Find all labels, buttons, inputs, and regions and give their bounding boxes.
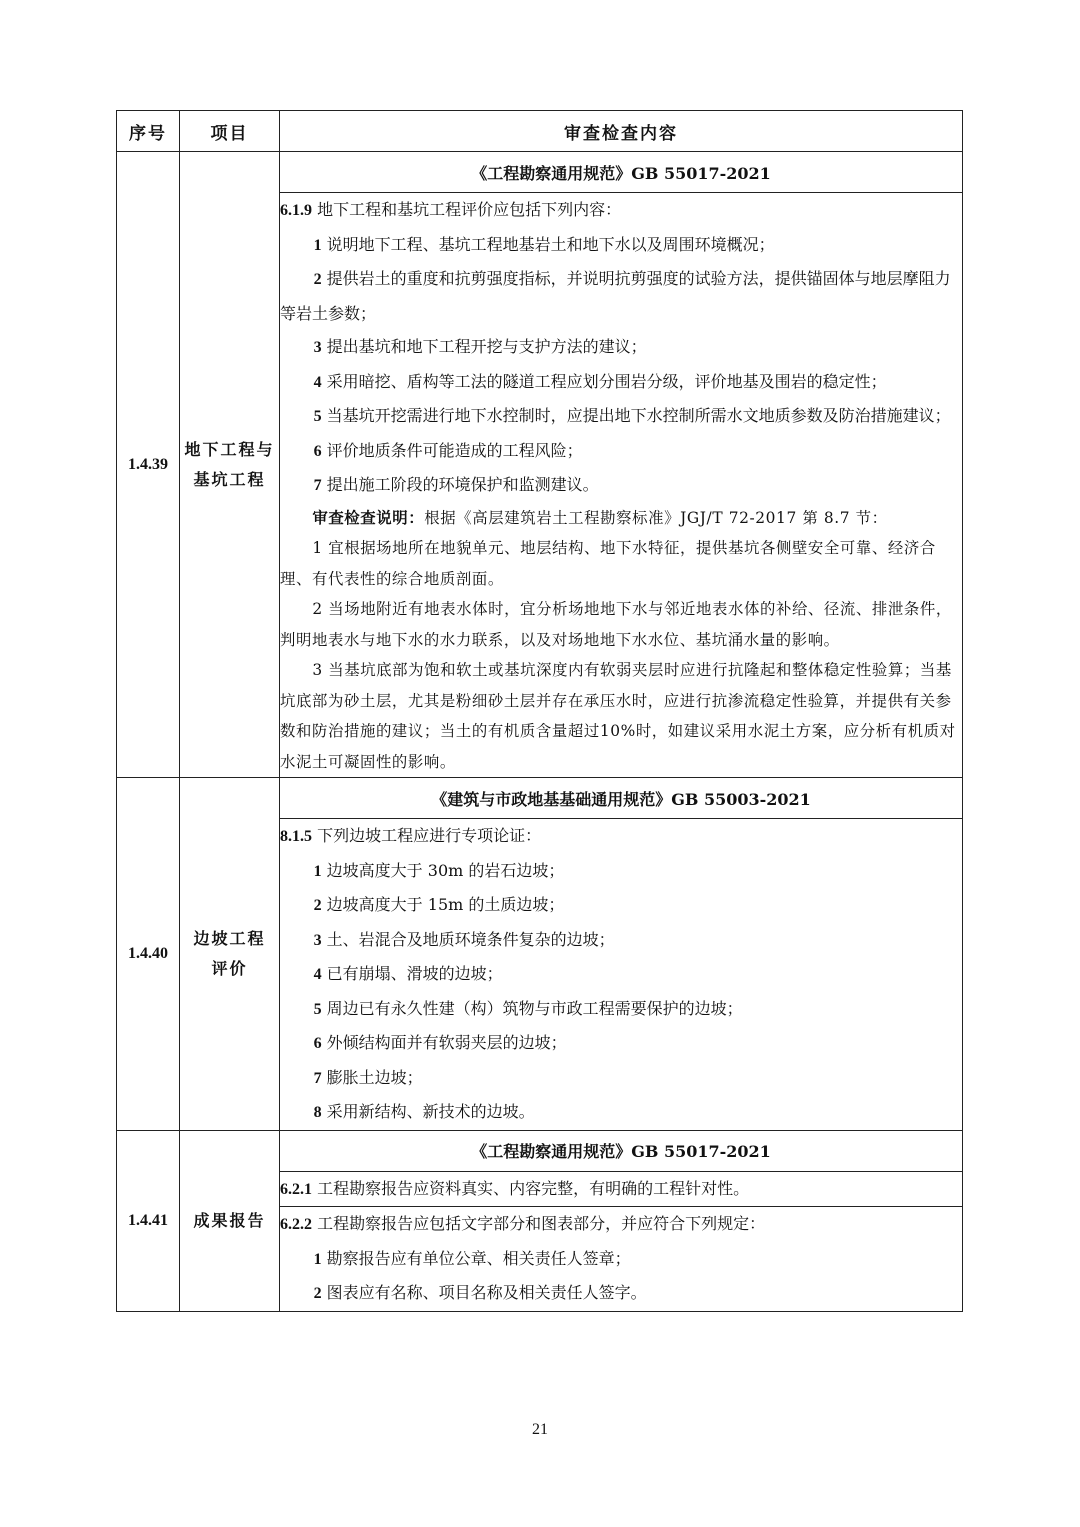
item-number: 1 xyxy=(313,862,322,880)
list-item xyxy=(280,1095,962,1130)
clause xyxy=(280,193,962,228)
review-content xyxy=(280,1171,963,1207)
table-row xyxy=(117,152,963,193)
row-number: 1.4.41 xyxy=(117,1130,180,1311)
list-item xyxy=(280,262,962,330)
page-number: 21 xyxy=(532,1421,548,1438)
row-item-line: 边坡工程 xyxy=(193,928,266,948)
list-item xyxy=(280,992,962,1027)
table-header-row xyxy=(117,111,963,152)
item-number: 7 xyxy=(313,1069,322,1087)
item-number: 3 xyxy=(313,339,322,356)
table-row xyxy=(117,778,963,819)
list-item xyxy=(280,957,962,992)
item-text: 评价地质条件可能造成的工程风险； xyxy=(321,440,583,460)
item-text: 提供岩土的重度和抗剪强度指标，并说明抗剪强度的试验方法，提供锚固体与地层摩阻力等岩土参数； xyxy=(280,269,951,323)
item-number: 5 xyxy=(313,1000,322,1018)
item-text: 边坡高度大于 15m 的土质边坡； xyxy=(321,895,565,914)
clause-number: 8.1.5 xyxy=(280,828,312,845)
review-content xyxy=(280,193,963,778)
row-item-line: 基坑工程 xyxy=(193,469,266,489)
row-item-line: 地下工程与 xyxy=(184,439,275,459)
list-item xyxy=(280,399,962,434)
item-text: 周边已有永久性建（构）筑物与市政工程需要保护的边坡； xyxy=(321,998,743,1018)
list-item xyxy=(280,228,962,263)
row-number: 1.4.40 xyxy=(117,778,180,1131)
note-text: 根据《高层建筑岩土工程勘察标准》JGJ/T 72-2017 第 8.7 节： xyxy=(424,508,888,527)
item-number: 4 xyxy=(313,373,322,391)
list-item xyxy=(280,330,962,365)
item-text: 采用暗挖、盾构等工法的隧道工程应划分围岩分级，评价地基及围岩的稳定性； xyxy=(321,371,887,391)
item-text: 说明地下工程、基坑工程地基岩土和地下水以及周围环境概况； xyxy=(321,234,775,254)
clause-text: 工程勘察报告应资料真实、内容完整，有明确的工程针对性。 xyxy=(312,1178,750,1198)
list-item xyxy=(280,365,962,400)
row-item xyxy=(180,778,280,1131)
review-table xyxy=(116,110,963,1312)
item-text: 已有崩塌、滑坡的边坡； xyxy=(321,964,503,983)
review-content xyxy=(280,819,963,1131)
item-number: 1 xyxy=(313,236,322,254)
clause-number: 6.1.9 xyxy=(280,202,312,219)
review-note xyxy=(280,503,962,534)
list-item xyxy=(280,854,962,889)
item-text: 采用新结构、新技术的边坡。 xyxy=(321,1102,535,1121)
list-item xyxy=(280,1026,962,1061)
list-item xyxy=(280,434,962,469)
review-content xyxy=(280,1207,963,1312)
clause-text: 下列边坡工程应进行专项论证： xyxy=(312,826,542,845)
row-item-line: 成果报告 xyxy=(193,1210,266,1230)
note-item: 3 当基坑底部为饱和软土或基坑深度内有软弱夹层时应进行抗隆起和整体稳定性验算；当基坑底部为砂土层，尤其是粉细砂土层并存在承压水时，应进行抗渗流稳定性验算，并提供有关参数和防治措施的建议；当土的有机质含量超过10%时，如建议采用水泥土方案，应分析有机质对水泥土可凝固性的影响。 xyxy=(280,661,956,771)
clause xyxy=(280,1207,962,1242)
item-number: 8 xyxy=(313,1104,322,1121)
standard-title: 《工程勘察通用规范》GB 55017-2021 xyxy=(280,152,963,193)
list-item xyxy=(280,923,962,958)
header-no: 序号 xyxy=(117,111,180,152)
item-text: 边坡高度大于 30m 的岩石边坡； xyxy=(321,860,565,880)
list-item xyxy=(280,468,962,503)
row-number: 1.4.39 xyxy=(117,152,180,778)
list-item xyxy=(280,1276,962,1311)
row-item xyxy=(180,152,280,778)
clause-text: 工程勘察报告应包括文字部分和图表部分，并应符合下列规定： xyxy=(312,1214,766,1233)
item-number: 6 xyxy=(313,442,322,460)
item-number: 2 xyxy=(313,897,322,914)
clause-number: 6.2.1 xyxy=(280,1180,312,1198)
item-text: 勘察报告应有单位公章、相关责任人签章； xyxy=(321,1248,631,1268)
item-number: 4 xyxy=(313,966,322,983)
header-content: 审查检查内容 xyxy=(280,111,963,152)
item-text: 土、岩混合及地质环境条件复杂的边坡； xyxy=(321,929,615,949)
row-item xyxy=(180,1130,280,1311)
item-text: 图表应有名称、项目名称及相关责任人签字。 xyxy=(321,1283,647,1302)
table-row xyxy=(117,1130,963,1171)
clause-text: 地下工程和基坑工程评价应包括下列内容： xyxy=(312,200,622,219)
header-item: 项目 xyxy=(180,111,280,152)
item-number: 1 xyxy=(313,1250,322,1268)
standard-title: 《建筑与市政地基基础通用规范》GB 55003-2021 xyxy=(280,778,963,819)
note-item: 1 宜根据场地所在地貌单元、地层结构、地下水特征，提供基坑各侧壁安全可靠、经济合理、有代表性的综合地质剖面。 xyxy=(280,539,936,588)
note-label: 审查检查说明： xyxy=(312,508,425,527)
item-text: 提出基坑和地下工程开挖与支护方法的建议； xyxy=(321,337,647,356)
clause-number: 6.2.2 xyxy=(280,1216,312,1233)
item-text: 外倾结构面并有软弱夹层的边坡； xyxy=(321,1033,567,1052)
item-number: 7 xyxy=(313,477,322,494)
item-number: 5 xyxy=(313,408,322,425)
item-number: 6 xyxy=(313,1035,322,1052)
list-item xyxy=(280,1061,962,1096)
clause xyxy=(280,1172,962,1207)
clause xyxy=(280,819,962,854)
item-number: 3 xyxy=(313,931,322,949)
item-text: 提出施工阶段的环境保护和监测建议。 xyxy=(321,475,599,494)
list-item xyxy=(280,888,962,923)
standard-title: 《工程勘察通用规范》GB 55017-2021 xyxy=(280,1130,963,1171)
item-number: 2 xyxy=(313,1285,322,1302)
note-item: 2 当场地附近有地表水体时，宜分析场地地下水与邻近地表水体的补给、径流、排泄条件，判明地表水与地下水的水力联系，以及对场地地下水水位、基坑涌水量的影响。 xyxy=(280,600,952,649)
item-text: 当基坑开挖需进行地下水控制时，应提出地下水控制所需水文地质参数及防治措施建议； xyxy=(321,406,951,425)
row-item-line: 评价 xyxy=(211,958,248,978)
item-text: 膨胀土边坡； xyxy=(321,1067,423,1087)
list-item xyxy=(280,1242,962,1277)
item-number: 2 xyxy=(313,271,322,288)
